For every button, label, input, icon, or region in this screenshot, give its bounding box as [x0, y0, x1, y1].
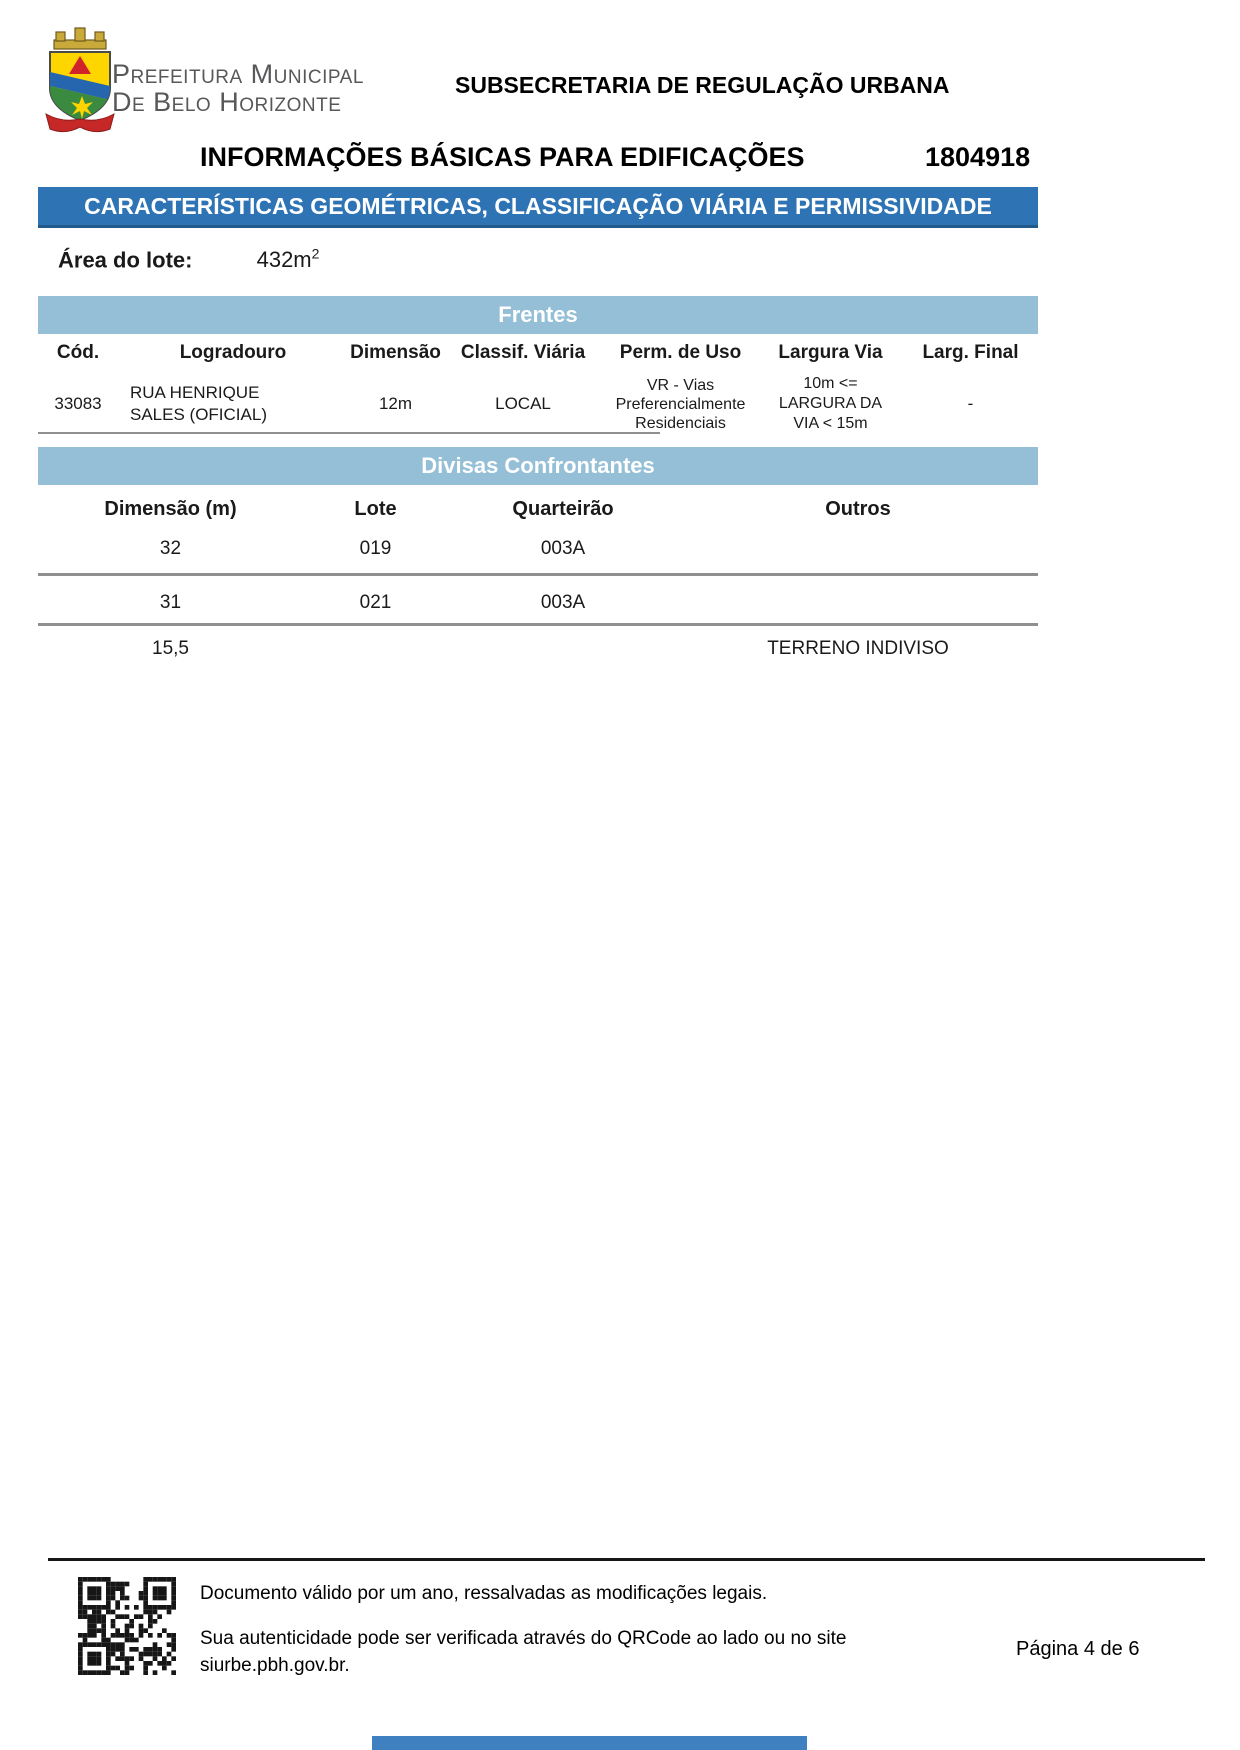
divisas-col-outros: Outros [825, 498, 891, 520]
frentes-cell-cod: 33083 [54, 394, 102, 413]
divisas-col-lote: Lote [354, 498, 397, 520]
frentes-col-larg-final: Larg. Final [922, 342, 1019, 363]
qr-code [78, 1577, 176, 1675]
footer-text [200, 1580, 920, 1679]
bottom-decoration-bar [372, 1736, 807, 1750]
page-title: INFORMAÇÕES BÁSICAS PARA EDIFICAÇÕES [200, 142, 805, 172]
divisas-row-divider [38, 623, 1038, 626]
lot-area-row [58, 246, 319, 273]
section-banner: CARACTERÍSTICAS GEOMÉTRICAS, CLASSIFICAÇÃO VIÁRIA E PERMISSIVIDADE [38, 187, 1038, 228]
city-name-line2: De Belo Horizonte [112, 87, 342, 117]
frentes-row-divider [38, 432, 660, 434]
divisas-col-quarteirao: Quarteirão [512, 498, 614, 520]
frentes-cell-dimensao: 12m [378, 394, 413, 413]
frentes-cell-classif-viaria: LOCAL [495, 394, 551, 413]
frentes-table-header [38, 342, 1038, 364]
frentes-col-classif-viaria: Classif. Viária [460, 342, 586, 363]
lot-area-value: $432m^2$ [256, 246, 320, 273]
divisas-col-dimensao: Dimensão (m) [104, 498, 237, 520]
divisas-row-divider [38, 573, 1038, 576]
divisas-table-row: 31 021 003A [159, 592, 586, 613]
title-row [0, 142, 1240, 176]
footer-divider [48, 1558, 1205, 1561]
footer-site-url: siurbe.pbh.gov.br. [200, 1655, 350, 1676]
frentes-cell-perm-de-uso: VR - Vias Preferencialmente Residenciais [615, 376, 746, 432]
city-name-line1: Prefeitura Municipal [112, 59, 364, 89]
city-name [112, 60, 364, 116]
divisas-table-header [38, 498, 1038, 521]
frentes-col-logradouro: Logradouro [179, 342, 287, 363]
divisas-table-row: 15,5 TERRENO INDIVISO [152, 638, 949, 659]
page-number: Página 4 de 6 [1016, 1638, 1140, 1660]
frentes-col-perm-de-uso: Perm. de Uso [619, 342, 742, 363]
frentes-table-row [38, 374, 1038, 434]
frentes-section-header: Frentes [38, 296, 1038, 334]
footer-validity-note: Documento válido por um ano, ressalvadas as modificações legais. [200, 1583, 768, 1604]
city-coat-of-arms-icon [38, 26, 122, 134]
frentes-col-cod: Cód. [56, 342, 100, 363]
frentes-cell-logradouro: RUA HENRIQUE SALES (OFICIAL) [130, 383, 267, 424]
document-number: 1804918 [925, 142, 1031, 172]
divisas-section-header: Divisas Confrontantes [38, 447, 1038, 485]
frentes-cell-larg-final: - [967, 394, 974, 413]
frentes-cell-largura-via: 10m <= LARGURA DA VIA < 15m [778, 375, 883, 432]
divisas-table-row: 32 019 003A [159, 538, 586, 559]
frentes-col-largura-via: Largura Via [778, 342, 883, 363]
lot-area-label: Área do lote: [58, 247, 193, 273]
frentes-col-dimensao: Dimensão [350, 342, 441, 363]
footer-authenticity-note: Sua autenticidade pode ser verificada através do QRCode ao lado ou no site siurbe.pbh.gov.br. [200, 1628, 847, 1676]
department-title: SUBSECRETARIA DE REGULAÇÃO URBANA [455, 72, 950, 98]
